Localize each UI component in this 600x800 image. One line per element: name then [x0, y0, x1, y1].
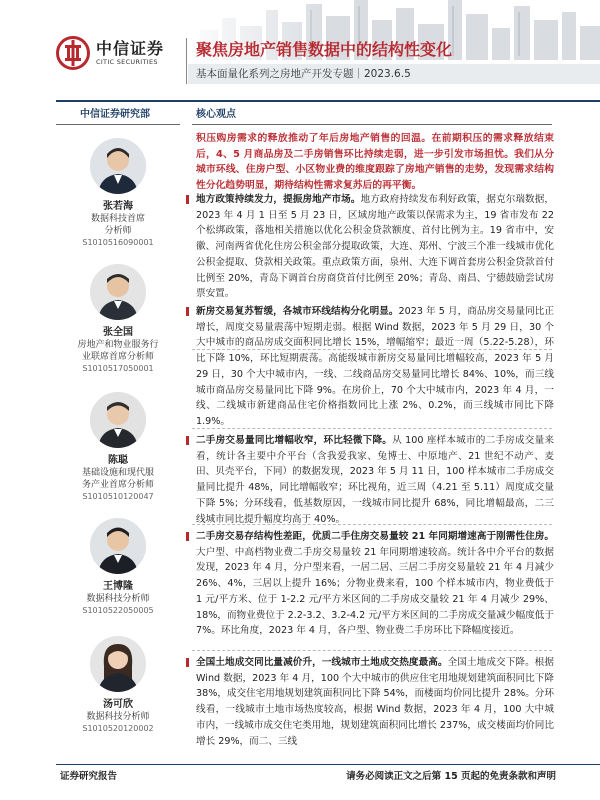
key-point-heading: 二手房交易量同比增幅收窄，环比轻微下降。 — [196, 435, 393, 446]
analyst-id: S1010517050001 — [82, 364, 154, 373]
key-point-heading: 全国土地成交同比量减价升，一线城市土地成交热度最高。 — [196, 657, 448, 668]
key-point-body: 全国土地成交下降。根据 Wind 数据，2023 年 4 月，100 个大中城市的供应住宅用地规划建筑面积同比下降 38%，成交住宅用地规划建筑面积同比下降 54%，而楼面均价同比提升 28%。分环线看，一线城市土地市场热度较高，根据 Wind 数据，2023 年 4 月，100 大中城市内，一线城市成交住宅类用地，规划建筑面积同比增长 237%，成交楼面均价同比增长 29%，而二、三线 — [196, 657, 555, 747]
male-portrait-icon — [90, 518, 146, 574]
report-subtitle: 基本面量化系列之房地产开发专题｜2023.6.5 — [196, 68, 411, 80]
analyst-photo — [90, 636, 146, 692]
key-point — [196, 192, 554, 302]
sidebar-heading: 中信证券研究部 — [80, 109, 150, 120]
analyst-name: 汤可欣 — [103, 699, 133, 710]
bullet-marker — [186, 436, 189, 445]
analyst-role: 数据科技首席 — [90, 214, 145, 224]
key-point-text — [196, 192, 554, 302]
bullet-marker — [186, 195, 189, 204]
analyst-name: 张若海 — [103, 201, 133, 212]
point-divider — [192, 524, 552, 525]
citic-logo-mark-icon — [56, 36, 90, 70]
summary-paragraph: 积压购房需求的释放推动了年后房地产销售的回温。在前期积压的需求释放结束后，4、5 月商品房及二手房销售环比持续走弱，进一步引发市场担忧。我们从分城市环线、住房户型、小区物业费的维度跟踪了房地产销售的走势，发现需求结构性分化趋势明显，期待结构性需求复苏后的再平衡。 — [196, 133, 554, 192]
key-point-heading: 地方政策持续发力，提振房地产市场。 — [196, 194, 361, 205]
analyst-card — [56, 392, 180, 503]
analyst-role: 分析师 — [104, 226, 132, 236]
section-label: 核心观点 — [196, 109, 236, 120]
analyst-id: S1010520120002 — [82, 724, 154, 733]
report-title: 聚焦房地产销售数据中的结构性变化 — [196, 40, 453, 59]
analyst-card — [56, 138, 180, 249]
analyst-role: 数据科技分析师 — [86, 594, 150, 604]
analyst-role: 数据科技分析师 — [86, 712, 150, 722]
analyst-id: S1010516090001 — [82, 238, 154, 247]
key-point-text — [196, 433, 554, 527]
analyst-photo — [90, 138, 146, 194]
key-point — [196, 529, 554, 639]
analyst-photo — [90, 518, 146, 574]
analyst-name: 陈聪 — [108, 455, 128, 466]
key-point — [196, 433, 554, 527]
analyst-name: 王博隆 — [103, 581, 133, 592]
analyst-role: 务产业首席分析师 — [81, 480, 154, 490]
analyst-card — [56, 636, 180, 735]
male-portrait-icon — [90, 392, 146, 448]
key-point — [196, 655, 554, 749]
female-portrait-icon — [90, 636, 146, 692]
section-rule — [192, 124, 552, 125]
header-divider — [186, 38, 187, 84]
key-point-heading: 新房交易复苏暂缓，各城市环线结构分化明显。 — [196, 306, 399, 317]
analyst-id: S1010522050005 — [82, 606, 154, 615]
brand-name-en: CITIC SECURITIES — [96, 57, 158, 66]
male-portrait-icon — [90, 138, 146, 194]
key-point-body: 大户型、中高档物业费二手房交易量较 21 年同期增速较高。统计各中介平台的数据发现，2023 年 4 月，分户型来看，一居二居、三居二手房交易量较 21 年 4 月减少 26%、4%，三居以上提升 16%；分物业费来看，100 个样本城市内，物业费低于 1 元/平方米、位于 1-2.2 元/平方米区间的二手房成交量较 21 年 4 月减少 29%、18%，而物业费位于 2.2-3.2、3.2-4.2 元/平方米区间的二手房成交量减少幅度低于 7%。环比角度，2023 年 4 月，各户型、物业费二手房环比下降幅度接近。 — [196, 546, 554, 637]
analyst-photo — [90, 392, 146, 448]
footer-report-type: 证券研究报告 — [60, 771, 118, 782]
analyst-card — [56, 518, 180, 617]
analyst-role: 基础设施和现代服 — [81, 468, 154, 478]
brand-name-cn: 中信证券 — [96, 38, 165, 58]
analyst-role: 房地产和物业服务行 — [77, 340, 159, 350]
key-point-body: 从 100 座样本城市的二手房成交量来看，统计各主要中介平台（含我爱我家、兔博士、中原地产、21 世纪不动产、麦田、贝壳平台，下同）的数据发现，2023 年 5 月 11 日，100 样本城市二手房成交量同比提升 48%，同比增幅收窄；环比视角，近三周（4.21 至 5.11）周度成交量下降 5%；分环线看，低基数原因，一线城市同比提升 68%，同比增幅最高，二三线城市同比提升幅度均高于 40%。 — [196, 435, 554, 525]
key-point-text — [196, 304, 554, 430]
point-divider — [192, 650, 552, 651]
key-point-text — [196, 655, 554, 749]
key-point — [196, 304, 554, 430]
citic-logo — [56, 36, 164, 70]
bullet-marker — [186, 658, 189, 667]
bullet-marker — [186, 307, 189, 316]
male-portrait-icon — [90, 264, 146, 320]
analyst-card — [56, 264, 180, 375]
bullet-marker — [186, 532, 189, 541]
report-header — [0, 0, 600, 100]
analyst-photo — [90, 264, 146, 320]
sidebar-heading-rule — [56, 124, 180, 125]
key-point-body: 地方政府持续发布利好政策，据克尔瑞数据，2023 年 4 月 1 日至 5 月 23 日，区域房地产政策以保需求为主，19 省市发布 22 个松绑政策，落地相关措施以优化公积金贷款额度、首付比例为主。19 省市中，安徽、河南两省优化住房公积金部分提取政策，大连、郑州、宁波三个准一线城市优化公积金提取、贷款相关政策。重点政策方面，泉州、大连下调首套房公积金贷款首付比例至 20%，青岛下调首台房商贷首付比例至 20%；青岛、南昌、宁德鼓励尝试房票安置。 — [196, 194, 555, 300]
key-point-text — [196, 529, 554, 639]
header-rule — [56, 100, 600, 102]
footer-disclaimer-note: 请务必阅读正文之后第 15 页起的免责条款和声明 — [346, 771, 556, 782]
key-point-body: 2023 年 5 月，商品房交易量同比正增长，周度交易量震荡中短期走弱。根据 Wind 数据，2023 年 5 月 29 日，30 个大中城市的商品房成交面积同比增长 15%，增幅缩窄；最近一周（5.22-5.28），环比下降 10%，环比短期震荡。高能级城市新房交易量同比增幅较高，2023 年 5 月 29 日，30 个大中城市内，一线、二线商品房交易量同比增长 84%、10%，而三线城市商品房交易量同比下降 9%。在房价上，70 个大中城市内，2023 年 4 月，一线、二线城市新建商品住宅价格指数同比上涨 2%、0.2%，而三线城市同比下降 1.9%。 — [196, 306, 555, 427]
key-point-heading: 二手房交易存结构性差距，优质二手住房交易量较 21 年同期增速高于刚需性住房。 — [196, 531, 554, 542]
footer-rule — [56, 764, 600, 765]
analyst-id: S1010510120047 — [82, 492, 154, 501]
point-divider — [192, 428, 552, 429]
analyst-role: 业联席首席分析师 — [81, 352, 154, 362]
analyst-name: 张全国 — [103, 327, 133, 338]
